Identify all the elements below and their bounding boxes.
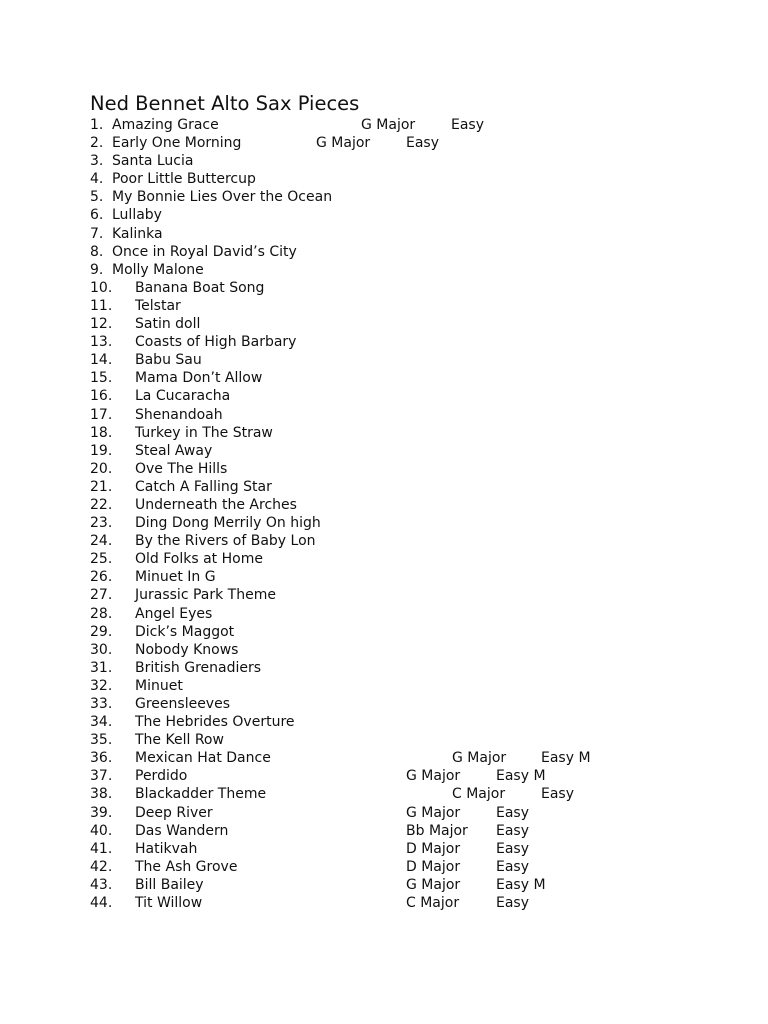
piece-title: Kalinka bbox=[112, 225, 163, 242]
piece-key: D Major bbox=[406, 858, 461, 875]
item-number: 15. bbox=[90, 370, 113, 387]
list-item bbox=[0, 550, 768, 568]
list-item bbox=[0, 369, 768, 387]
piece-title: Early One Morning bbox=[112, 135, 242, 152]
piece-difficulty: Easy bbox=[541, 786, 575, 803]
item-number: 23. bbox=[90, 515, 113, 532]
item-number: 22. bbox=[90, 496, 113, 513]
list-item bbox=[0, 822, 768, 840]
item-number: 26. bbox=[90, 569, 113, 586]
list-item bbox=[0, 785, 768, 803]
list-item bbox=[0, 315, 768, 333]
piece-title: Turkey in The Straw bbox=[135, 424, 273, 441]
item-number: 37. bbox=[90, 768, 113, 785]
item-number: 1. bbox=[90, 117, 104, 133]
piece-key: G Major bbox=[406, 876, 461, 893]
piece-title: Shenandoah bbox=[135, 406, 223, 423]
list-item bbox=[0, 894, 768, 912]
item-number: 28. bbox=[90, 605, 113, 622]
piece-difficulty: Easy bbox=[496, 840, 530, 857]
item-number: 30. bbox=[90, 641, 113, 658]
piece-difficulty: Easy bbox=[451, 117, 485, 133]
piece-title: Santa Lucia bbox=[112, 153, 194, 170]
list-item bbox=[0, 206, 768, 224]
item-number: 8. bbox=[90, 243, 104, 260]
item-number: 42. bbox=[90, 858, 113, 875]
item-number: 44. bbox=[90, 895, 113, 912]
list-item bbox=[0, 333, 768, 351]
list-item bbox=[0, 695, 768, 713]
list-item bbox=[0, 243, 768, 261]
list-item bbox=[0, 279, 768, 297]
list-item bbox=[0, 406, 768, 424]
list-item bbox=[0, 749, 768, 767]
list-item bbox=[0, 731, 768, 749]
piece-title: Angel Eyes bbox=[135, 605, 213, 622]
list-item bbox=[0, 804, 768, 822]
list-item bbox=[0, 351, 768, 369]
item-number: 4. bbox=[90, 171, 104, 188]
piece-title: Old Folks at Home bbox=[135, 551, 263, 568]
piece-difficulty: Easy M bbox=[541, 750, 591, 767]
list-item bbox=[0, 152, 768, 170]
item-number: 39. bbox=[90, 804, 113, 821]
piece-difficulty: Easy M bbox=[496, 768, 546, 785]
piece-title: Perdido bbox=[135, 768, 188, 785]
list-item bbox=[0, 496, 768, 514]
piece-difficulty: Easy bbox=[496, 858, 530, 875]
list-item bbox=[0, 605, 768, 623]
item-number: 7. bbox=[90, 225, 104, 242]
piece-key: D Major bbox=[406, 840, 461, 857]
piece-key: Bb Major bbox=[406, 822, 468, 839]
piece-title: Jurassic Park Theme bbox=[135, 587, 276, 604]
item-number: 11. bbox=[90, 297, 113, 314]
piece-title: Amazing Grace bbox=[112, 117, 219, 133]
piece-title: British Grenadiers bbox=[135, 659, 262, 676]
piece-title: Lullaby bbox=[112, 207, 162, 224]
list-item bbox=[0, 858, 768, 876]
list-item bbox=[0, 424, 768, 442]
list-item bbox=[0, 659, 768, 677]
piece-difficulty: Easy bbox=[496, 822, 530, 839]
item-number: 24. bbox=[90, 533, 113, 550]
piece-title: Minuet In G bbox=[135, 569, 216, 586]
item-number: 29. bbox=[90, 623, 113, 640]
piece-title: The Ash Grove bbox=[135, 858, 238, 875]
piece-title: My Bonnie Lies Over the Ocean bbox=[112, 189, 333, 206]
item-number: 38. bbox=[90, 786, 113, 803]
piece-title: Hatikvah bbox=[135, 840, 198, 857]
piece-title: Ding Dong Merrily On high bbox=[135, 515, 321, 532]
piece-title: Once in Royal David’s City bbox=[112, 243, 297, 260]
piece-title: Das Wandern bbox=[135, 822, 229, 839]
item-number: 19. bbox=[90, 442, 113, 459]
item-number: 12. bbox=[90, 316, 113, 333]
piece-title: Telstar bbox=[135, 297, 181, 314]
piece-difficulty: Easy bbox=[406, 135, 440, 152]
piece-title: The Kell Row bbox=[135, 732, 224, 749]
list-item bbox=[0, 623, 768, 641]
piece-key: G Major bbox=[406, 768, 461, 785]
piece-title: Ove The Hills bbox=[135, 460, 228, 477]
list-item bbox=[0, 134, 768, 152]
list-item bbox=[0, 387, 768, 405]
item-number: 20. bbox=[90, 460, 113, 477]
list-item bbox=[0, 442, 768, 460]
piece-difficulty: Easy M bbox=[496, 876, 546, 893]
item-number: 14. bbox=[90, 352, 113, 369]
list-item bbox=[0, 514, 768, 532]
item-number: 21. bbox=[90, 478, 113, 495]
piece-title: Nobody Knows bbox=[135, 641, 239, 658]
piece-title: Tit Willow bbox=[135, 895, 203, 912]
item-number: 17. bbox=[90, 406, 113, 423]
piece-title: Mama Don’t Allow bbox=[135, 370, 263, 387]
piece-title: Molly Malone bbox=[112, 261, 204, 278]
item-number: 6. bbox=[90, 207, 104, 224]
item-number: 36. bbox=[90, 750, 113, 767]
list-item bbox=[0, 677, 768, 695]
piece-difficulty: Easy bbox=[496, 895, 530, 912]
item-number: 27. bbox=[90, 587, 113, 604]
piece-title: The Hebrides Overture bbox=[135, 714, 295, 731]
item-number: 32. bbox=[90, 677, 113, 694]
piece-key: G Major bbox=[316, 135, 371, 152]
piece-title: Minuet bbox=[135, 677, 183, 694]
piece-title: Greensleeves bbox=[135, 696, 230, 712]
list-item bbox=[0, 170, 768, 188]
piece-key: G Major bbox=[406, 804, 461, 821]
list-item bbox=[0, 478, 768, 496]
list-item bbox=[0, 225, 768, 243]
piece-title: Deep River bbox=[135, 804, 213, 821]
item-number: 3. bbox=[90, 153, 104, 170]
item-number: 5. bbox=[90, 189, 104, 206]
list-item bbox=[0, 641, 768, 659]
list-item bbox=[0, 297, 768, 315]
item-number: 18. bbox=[90, 424, 113, 441]
item-number: 35. bbox=[90, 732, 113, 749]
piece-title: Mexican Hat Dance bbox=[135, 750, 271, 767]
document-title: Ned Bennet Alto Sax Pieces bbox=[90, 92, 360, 115]
piece-title: Catch A Falling Star bbox=[135, 478, 272, 495]
item-number: 40. bbox=[90, 822, 113, 839]
list-item bbox=[0, 767, 768, 785]
item-number: 25. bbox=[90, 551, 113, 568]
piece-title: By the Rivers of Baby Lon bbox=[135, 533, 316, 550]
piece-title: Underneath the Arches bbox=[135, 496, 297, 513]
list-item bbox=[0, 713, 768, 731]
item-number: 9. bbox=[90, 261, 104, 278]
piece-key: C Major bbox=[406, 895, 460, 912]
piece-title: Dick’s Maggot bbox=[135, 623, 235, 640]
item-number: 41. bbox=[90, 840, 113, 857]
item-number: 13. bbox=[90, 334, 113, 351]
item-number: 31. bbox=[90, 659, 113, 676]
piece-key: G Major bbox=[452, 750, 507, 767]
list-item bbox=[0, 188, 768, 206]
piece-title: Coasts of High Barbary bbox=[135, 334, 297, 351]
list-item bbox=[0, 568, 768, 586]
piece-title: Satin doll bbox=[135, 316, 201, 333]
list-item bbox=[0, 876, 768, 894]
piece-title: Bill Bailey bbox=[135, 876, 204, 893]
piece-title: La Cucaracha bbox=[135, 388, 231, 405]
list-item bbox=[0, 460, 768, 478]
item-number: 2. bbox=[90, 135, 104, 152]
item-number: 43. bbox=[90, 876, 113, 893]
list-item bbox=[0, 116, 768, 134]
item-number: 34. bbox=[90, 714, 113, 731]
piece-key: G Major bbox=[361, 117, 416, 133]
piece-title: Blackadder Theme bbox=[135, 786, 267, 803]
list-item bbox=[0, 532, 768, 550]
list-item bbox=[0, 586, 768, 604]
list-item bbox=[0, 261, 768, 279]
item-number: 16. bbox=[90, 388, 113, 405]
list-item bbox=[0, 840, 768, 858]
item-number: 10. bbox=[90, 279, 113, 296]
piece-title: Poor Little Buttercup bbox=[112, 171, 256, 188]
piece-title: Steal Away bbox=[135, 442, 213, 459]
piece-title: Banana Boat Song bbox=[135, 279, 265, 296]
item-number: 33. bbox=[90, 696, 113, 712]
piece-key: C Major bbox=[452, 786, 506, 803]
piece-difficulty: Easy bbox=[496, 804, 530, 821]
piece-list bbox=[0, 116, 768, 912]
piece-title: Babu Sau bbox=[135, 352, 202, 369]
